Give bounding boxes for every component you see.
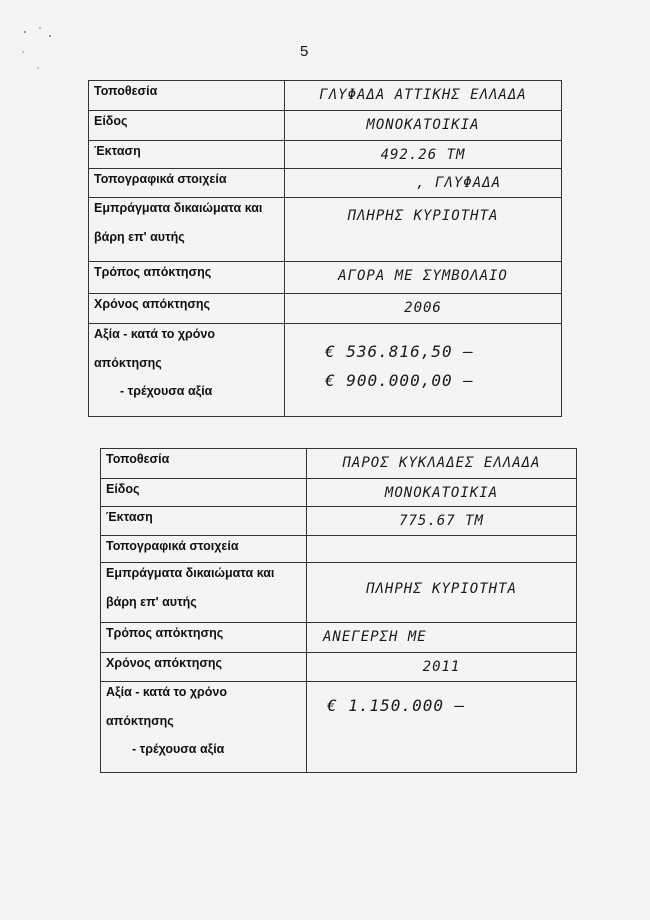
label-rights-line1: Εμπράγματα δικαιώματα και bbox=[94, 201, 263, 215]
value-acquisition-amount: € 536.816,50 — bbox=[325, 342, 474, 361]
label-topographic: Τοπογραφικά στοιχεία bbox=[101, 536, 307, 563]
label-type: Είδος bbox=[101, 479, 307, 507]
label-location: Τοποθεσία bbox=[89, 81, 285, 111]
label-acquisition-method: Τρόπος απόκτησης bbox=[101, 623, 307, 653]
label-area: Έκταση bbox=[89, 141, 285, 169]
label-acquisition-year: Χρόνος απόκτησης bbox=[89, 294, 285, 324]
label-value-line1: Αξία - κατά το χρόνο bbox=[94, 327, 215, 341]
label-value-line1: Αξία - κατά το χρόνο bbox=[106, 685, 227, 699]
label-rights-line1: Εμπράγματα δικαιώματα και bbox=[106, 566, 275, 580]
value-acquisition-amount: € 1.150.000 — bbox=[327, 696, 466, 715]
value-rights: ΠΛΗΡΗΣ ΚΥΡΙΟΤΗΤΑ bbox=[347, 208, 499, 224]
value-type: ΜΟΝΟΚΑΤΟΙΚΙΑ bbox=[384, 485, 499, 501]
label-location: Τοποθεσία bbox=[101, 449, 307, 479]
label-value-line2: απόκτησης bbox=[106, 713, 174, 728]
scan-specks bbox=[20, 22, 60, 82]
value-type: ΜΟΝΟΚΑΤΟΙΚΙΑ bbox=[366, 117, 480, 133]
value-acquisition-year: 2011 bbox=[422, 659, 461, 675]
label-rights-line2: βάρη επ' αυτής bbox=[94, 229, 185, 244]
label-rights-line2: βάρη επ' αυτής bbox=[106, 594, 197, 609]
value-topographic: , ΓΛΥΦΑΔΑ bbox=[416, 175, 501, 191]
value-rights: ΠΛΗΡΗΣ ΚΥΡΙΟΤΗΤΑ bbox=[366, 581, 517, 597]
value-location: ΓΛΥΦΑΔΑ ΑΤΤΙΚΗΣ ΕΛΛΑΔΑ bbox=[319, 87, 527, 103]
property-table-2 bbox=[100, 448, 577, 773]
value-current-amount: € 900.000,00 — bbox=[325, 371, 474, 390]
label-value-current: - τρέχουσα αξία bbox=[120, 384, 213, 398]
label-area: Έκταση bbox=[101, 507, 307, 536]
page-number: 5 bbox=[300, 43, 309, 60]
label-acquisition-year: Χρόνος απόκτησης bbox=[101, 653, 307, 682]
property-table-1 bbox=[88, 80, 562, 417]
value-area: 775.67 ΤΜ bbox=[399, 513, 484, 529]
label-value-line2: απόκτησης bbox=[94, 355, 162, 370]
value-location: ΠΑΡΟΣ ΚΥΚΛΑΔΕΣ ΕΛΛΑΔΑ bbox=[342, 455, 541, 471]
value-acquisition-method: ΑΓΟΡΑ ΜΕ ΣΥΜΒΟΛΑΙΟ bbox=[338, 268, 508, 284]
value-acquisition-year: 2006 bbox=[404, 300, 442, 316]
label-acquisition-method: Τρόπος απόκτησης bbox=[89, 262, 285, 294]
label-topographic: Τοπογραφικά στοιχεία bbox=[89, 169, 285, 198]
value-current-amount bbox=[327, 715, 576, 725]
value-acquisition-method: ΑΝΕΓΕΡΣΗ ΜΕ bbox=[323, 629, 427, 645]
label-type: Είδος bbox=[89, 111, 285, 141]
value-area: 492.26 ΤΜ bbox=[380, 147, 466, 163]
label-value-current: - τρέχουσα αξία bbox=[132, 742, 225, 756]
